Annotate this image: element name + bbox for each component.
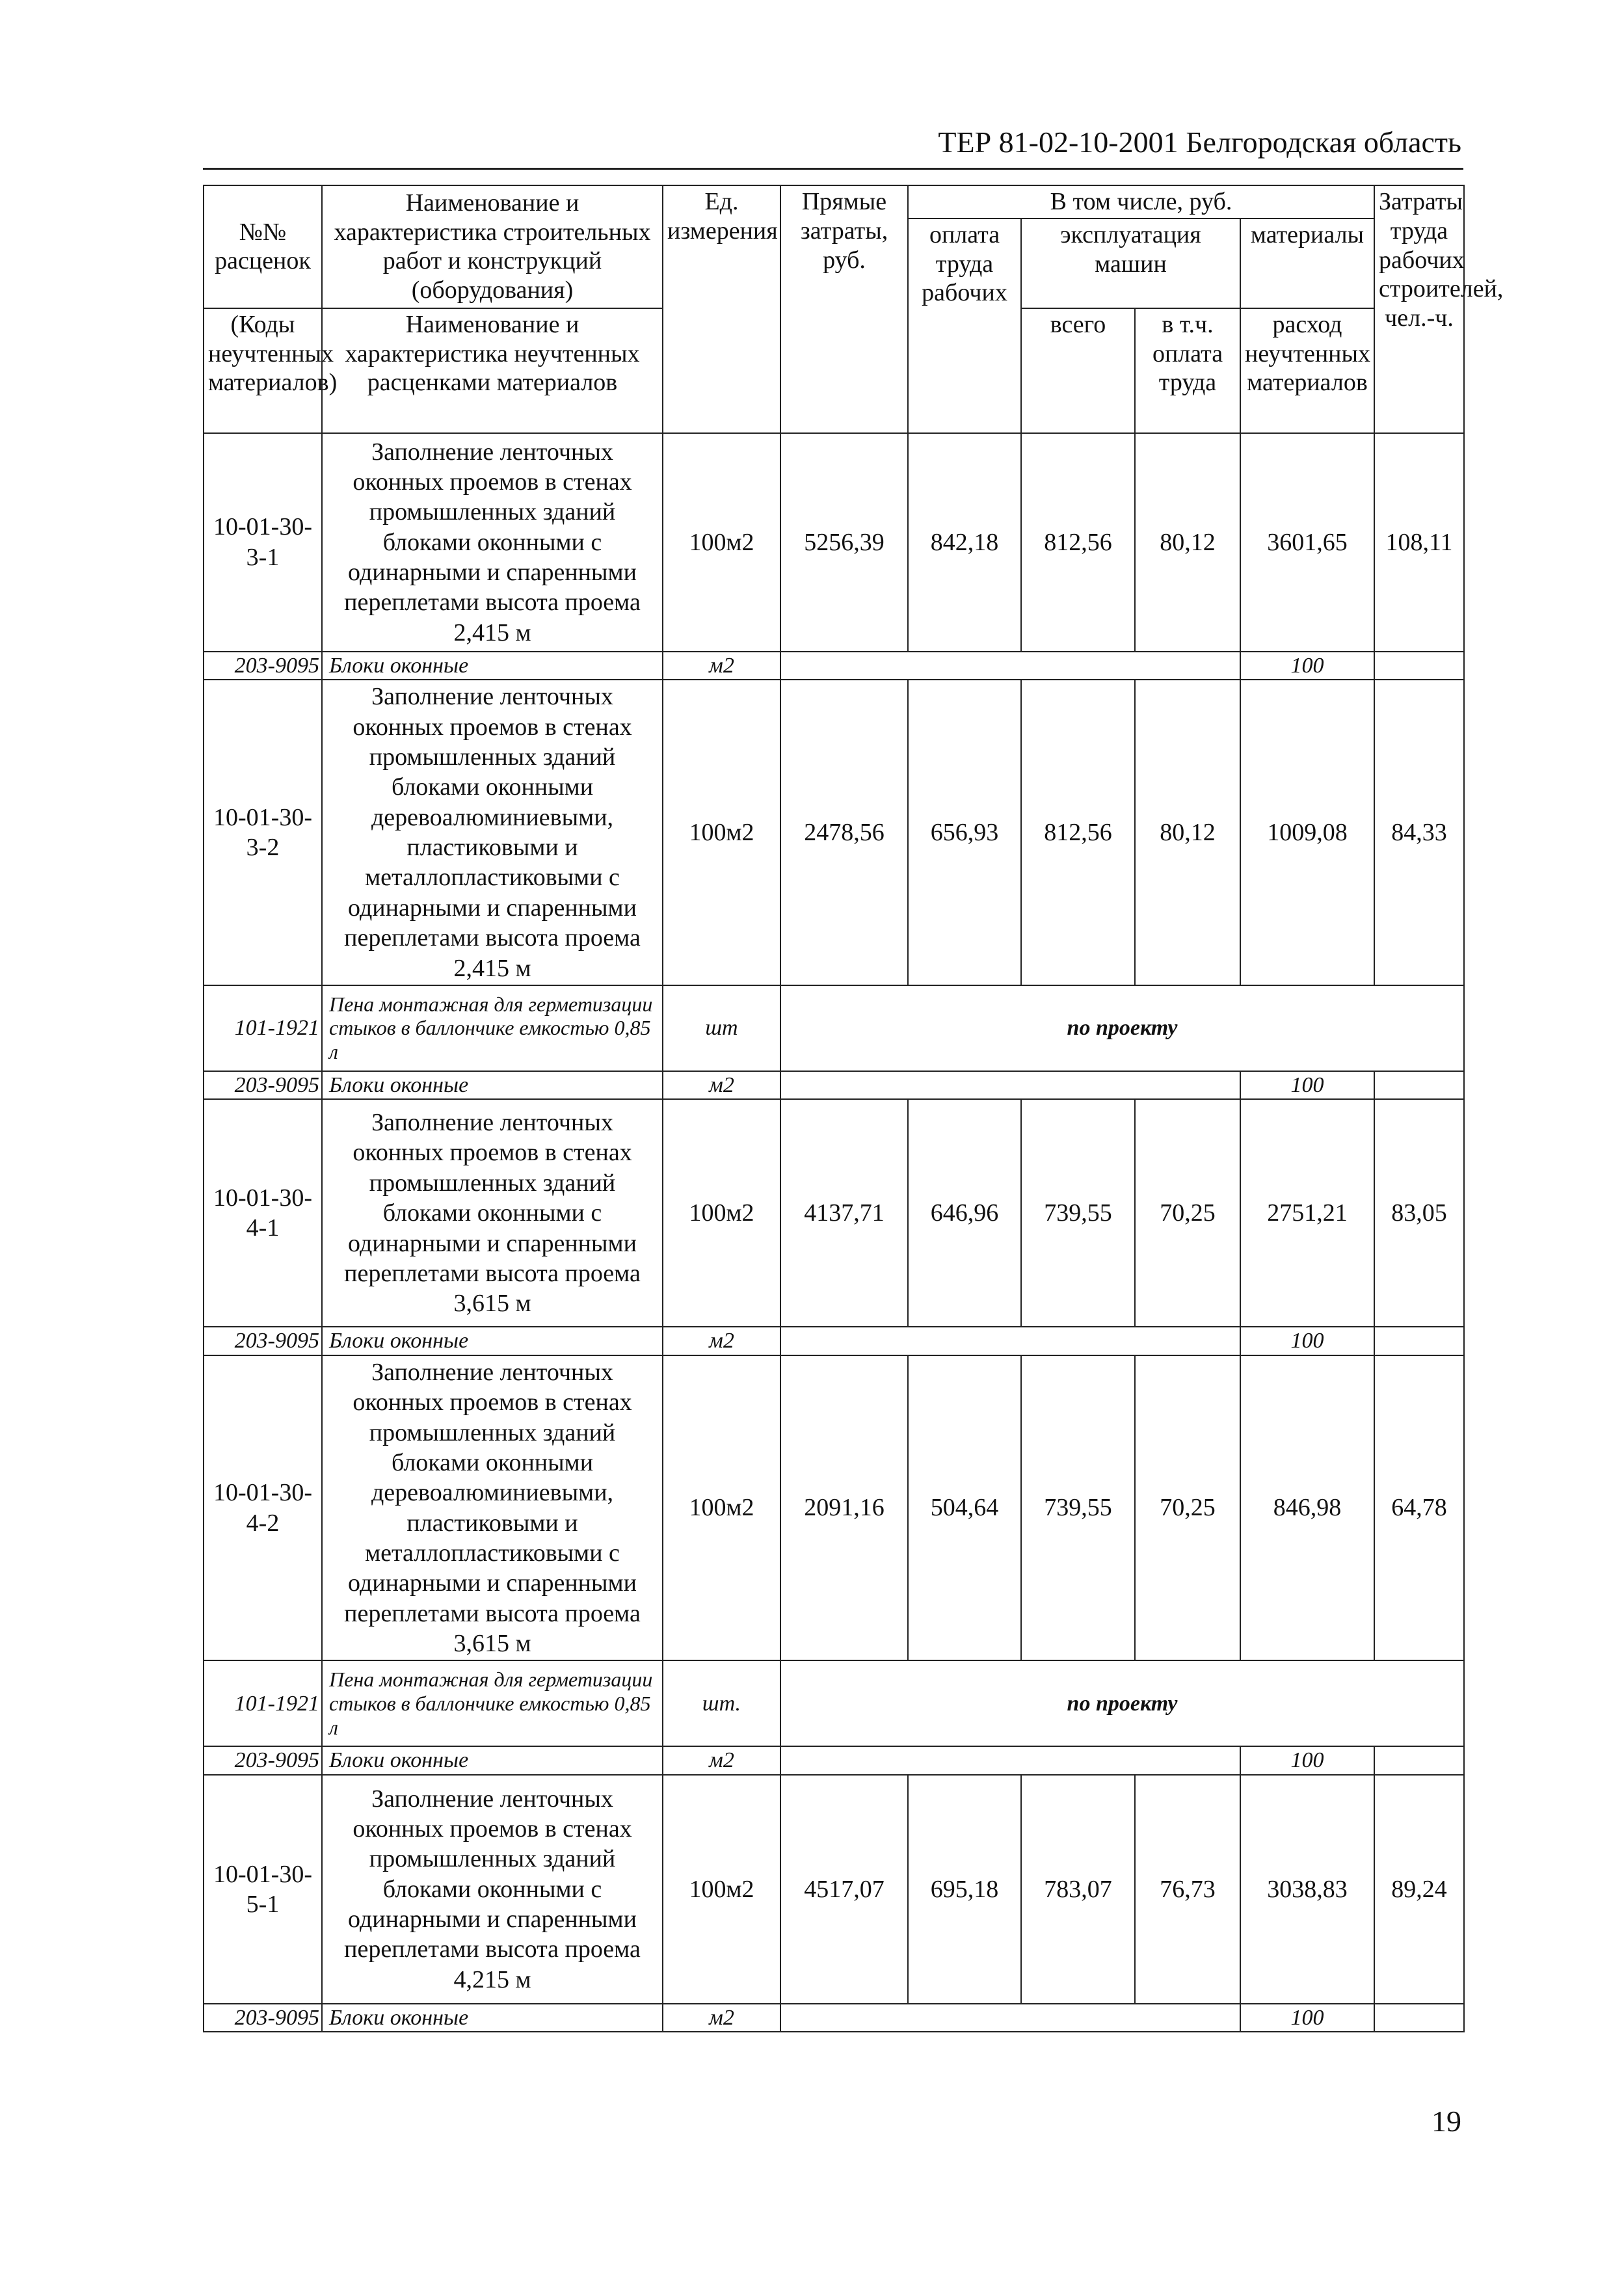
row-machines-pay: 80,12 <box>1135 680 1240 985</box>
row-machines-total: 812,56 <box>1021 433 1135 652</box>
row-name: Заполнение ленточных оконных проемов в стенах промышленных зданий блоками оконными с одинарными и спаренными переплетами высота проема 2,415 м <box>322 433 663 652</box>
material-note: по проекту <box>780 1660 1464 1746</box>
row-code: 10-01-30-3-2 <box>204 680 322 985</box>
table-row <box>204 680 1464 985</box>
header-direct: Прямые затраты, руб. <box>780 185 908 433</box>
header-consumption: расход неучтенных материалов <box>1240 308 1374 433</box>
row-labor-pay: 504,64 <box>908 1355 1021 1661</box>
material-unit: м2 <box>663 652 780 680</box>
row-materials: 3601,65 <box>1240 433 1374 652</box>
row-unit: 100м2 <box>663 1355 780 1661</box>
header-code: №№ расценок <box>204 185 322 308</box>
header-labor-cost: Затраты труда рабочих строителей, чел.-ч. <box>1374 185 1464 433</box>
row-unit: 100м2 <box>663 1775 780 2004</box>
row-machines-pay: 70,25 <box>1135 1099 1240 1327</box>
page-header: ТЕР 81-02-10-2001 Белгородская область <box>938 126 1461 159</box>
material-unit: м2 <box>663 1746 780 1774</box>
row-labor-hours: 89,24 <box>1374 1775 1464 2004</box>
material-name: Блоки оконные <box>322 2004 663 2032</box>
row-unit: 100м2 <box>663 680 780 985</box>
row-direct: 2091,16 <box>780 1355 908 1661</box>
row-machines-total: 783,07 <box>1021 1775 1135 2004</box>
material-row <box>204 1746 1464 1774</box>
table-row <box>204 1355 1464 1661</box>
header-including: В том числе, руб. <box>908 185 1374 219</box>
row-name: Заполнение ленточных оконных проемов в стенах промышленных зданий блоками оконными с одинарными и спаренными переплетами высота проема 4,215 м <box>322 1775 663 2004</box>
material-row <box>204 652 1464 680</box>
header-machines-pay: в т.ч. оплата труда <box>1135 308 1240 433</box>
row-direct: 2478,56 <box>780 680 908 985</box>
row-labor-pay: 656,93 <box>908 680 1021 985</box>
material-name: Блоки оконные <box>322 1746 663 1774</box>
row-unit: 100м2 <box>663 1099 780 1327</box>
rates-table <box>203 185 1504 2032</box>
header-machines: эксплуатация машин <box>1021 219 1240 308</box>
row-materials: 3038,83 <box>1240 1775 1374 2004</box>
header-unit: Ед. измерения <box>663 185 780 433</box>
header-name-unaccounted: Наименование и характеристика неучтенных расценками материалов <box>322 308 663 433</box>
header-rule <box>203 168 1463 170</box>
row-labor-hours: 108,11 <box>1374 433 1464 652</box>
header-labor-pay: оплата труда рабочих <box>908 219 1021 433</box>
material-code: 203-9095 <box>204 1746 322 1774</box>
material-amount: 100 <box>1240 1746 1374 1774</box>
row-code: 10-01-30-4-2 <box>204 1355 322 1661</box>
material-row <box>204 1660 1464 1746</box>
table-row <box>204 1775 1464 2004</box>
row-labor-pay: 695,18 <box>908 1775 1021 2004</box>
row-code: 10-01-30-5-1 <box>204 1775 322 2004</box>
row-code: 10-01-30-3-1 <box>204 433 322 652</box>
material-code: 203-9095 <box>204 652 322 680</box>
material-code: 203-9095 <box>204 2004 322 2032</box>
header-name: Наименование и характеристика строительных работ и конструкций (оборудования) <box>322 185 663 308</box>
row-code: 10-01-30-4-1 <box>204 1099 322 1327</box>
row-name: Заполнение ленточных оконных проемов в стенах промышленных зданий блоками оконными с одинарными и спаренными переплетами высота проема 3,615 м <box>322 1099 663 1327</box>
header-machines-total: всего <box>1021 308 1135 433</box>
material-name: Пена монтажная для герметизации стыков в баллончике емкостью 0,85 л <box>322 985 663 1071</box>
material-name: Блоки оконные <box>322 1327 663 1355</box>
table-row <box>204 433 1464 652</box>
material-name: Пена монтажная для герметизации стыков в баллончике емкостью 0,85 л <box>322 1660 663 1746</box>
row-machines-total: 739,55 <box>1021 1355 1135 1661</box>
material-unit: м2 <box>663 1327 780 1355</box>
row-materials: 846,98 <box>1240 1355 1374 1661</box>
material-code: 101-1921 <box>204 985 322 1071</box>
material-code: 101-1921 <box>204 1660 322 1746</box>
row-labor-pay: 842,18 <box>908 433 1021 652</box>
row-direct: 5256,39 <box>780 433 908 652</box>
material-amount: 100 <box>1240 2004 1374 2032</box>
material-code: 203-9095 <box>204 1071 322 1099</box>
material-row <box>204 1071 1464 1099</box>
row-labor-hours: 84,33 <box>1374 680 1464 985</box>
row-direct: 4137,71 <box>780 1099 908 1327</box>
header-materials: материалы <box>1240 219 1374 308</box>
row-machines-pay: 80,12 <box>1135 433 1240 652</box>
material-unit: шт <box>663 985 780 1071</box>
row-name: Заполнение ленточных оконных проемов в стенах промышленных зданий блоками оконными деревоалюминиевыми, пластиковыми и металлопластиковыми с одинарными и спаренными переплетами высота проема 2,415 м <box>322 680 663 985</box>
row-direct: 4517,07 <box>780 1775 908 2004</box>
material-name: Блоки оконные <box>322 652 663 680</box>
row-machines-total: 812,56 <box>1021 680 1135 985</box>
row-materials: 2751,21 <box>1240 1099 1374 1327</box>
material-code: 203-9095 <box>204 1327 322 1355</box>
material-row <box>204 1327 1464 1355</box>
row-materials: 1009,08 <box>1240 680 1374 985</box>
page-number: 19 <box>1431 2105 1461 2138</box>
material-name: Блоки оконные <box>322 1071 663 1099</box>
row-unit: 100м2 <box>663 433 780 652</box>
table-row <box>204 1099 1464 1327</box>
material-row <box>204 2004 1464 2032</box>
material-amount: 100 <box>1240 1327 1374 1355</box>
material-unit: м2 <box>663 2004 780 2032</box>
material-amount: 100 <box>1240 1071 1374 1099</box>
material-note: по проекту <box>780 985 1464 1071</box>
row-machines-pay: 70,25 <box>1135 1355 1240 1661</box>
material-unit: шт. <box>663 1660 780 1746</box>
row-labor-pay: 646,96 <box>908 1099 1021 1327</box>
row-machines-total: 739,55 <box>1021 1099 1135 1327</box>
row-name: Заполнение ленточных оконных проемов в стенах промышленных зданий блоками оконными деревоалюминиевыми, пластиковыми и металлопластиковыми с одинарными и спаренными переплетами высота проема 3,615 м <box>322 1355 663 1661</box>
header-code-unaccounted: (Коды неучтенных материалов) <box>204 308 322 433</box>
material-row <box>204 985 1464 1071</box>
material-amount: 100 <box>1240 652 1374 680</box>
row-labor-hours: 83,05 <box>1374 1099 1464 1327</box>
material-unit: м2 <box>663 1071 780 1099</box>
row-labor-hours: 64,78 <box>1374 1355 1464 1661</box>
row-machines-pay: 76,73 <box>1135 1775 1240 2004</box>
